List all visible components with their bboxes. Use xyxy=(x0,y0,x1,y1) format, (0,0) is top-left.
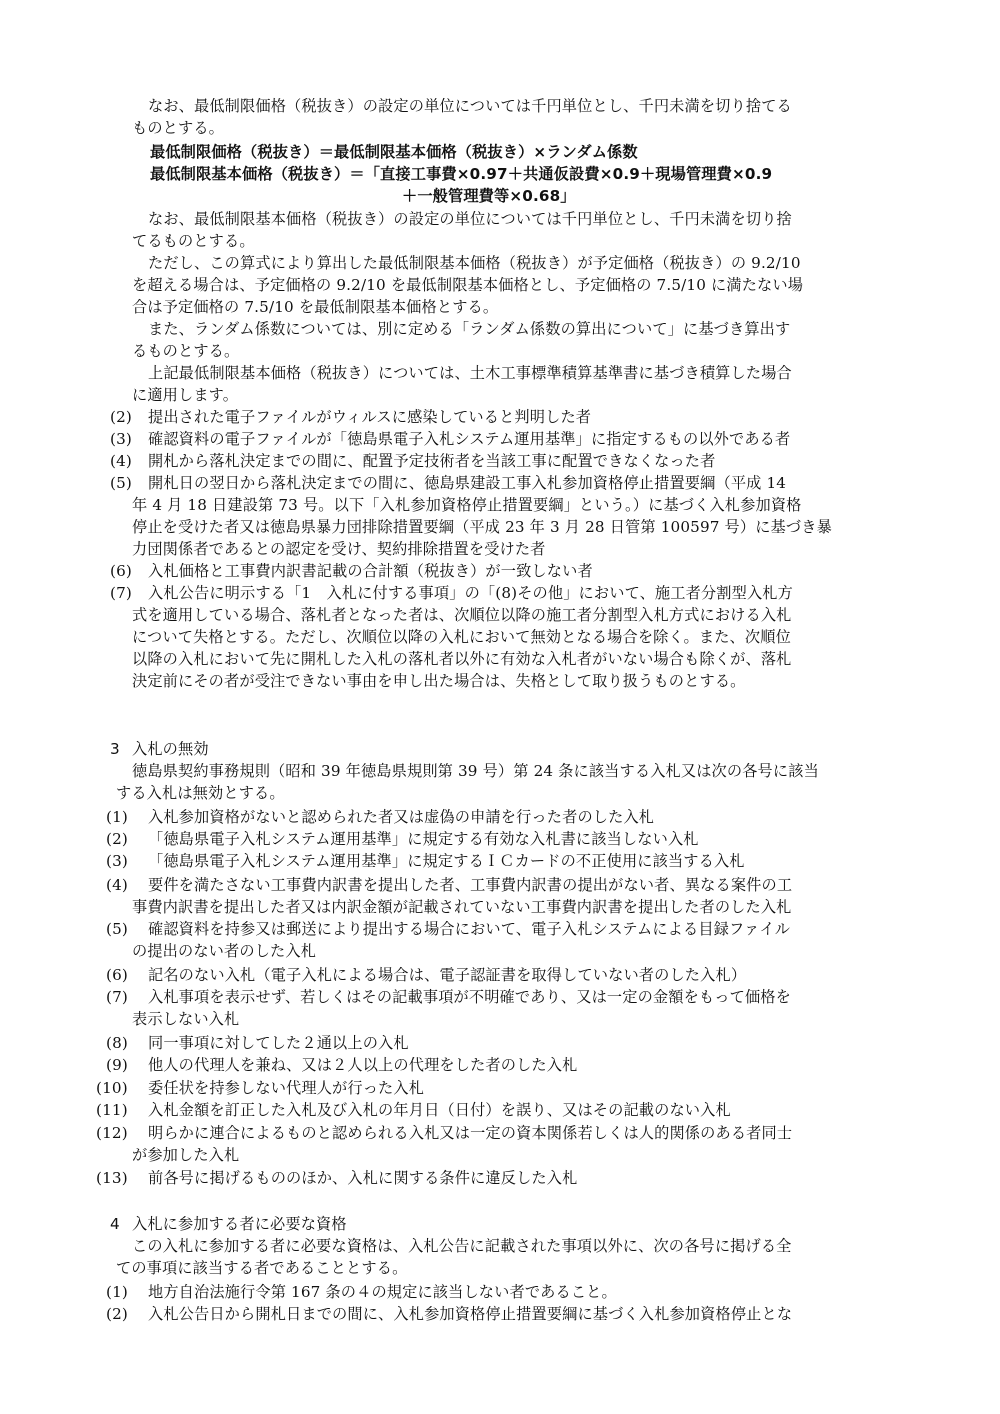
list-item: (2) 提出された電子ファイルがウィルスに感染していると判明した者 xyxy=(110,408,592,426)
list-item-line: 力団関係者であるとの認定を受け、契約排除措置を受けた者 xyxy=(132,540,546,558)
list-item: (6) 入札価格と工事費内訳書記載の合計額（税抜き）が一致しない者 xyxy=(110,562,593,580)
list-item: (7) 入札公告に明示する「1 入札に付する事項」の「(8)その他」において、施工者分割型入札方 xyxy=(110,584,793,602)
list-item-line: 式を適用している場合、落札者となった者は、次順位以降の施工者分割型入札方式における入札 xyxy=(132,606,792,624)
list-item: (12) 明らかに連合によるものと認められる入札又は一定の資本関係若しくは人的関係のある者同士 xyxy=(96,1124,793,1142)
section-heading: 4 入札に参加する者に必要な資格 xyxy=(110,1215,347,1233)
list-item: (2) 「徳島県電子入札システム運用基準」に規定する有効な入札書に該当しない入札 xyxy=(106,830,699,848)
paragraph-line: ての事項に該当する者であることとする。 xyxy=(116,1259,408,1277)
list-item: (6) 記名のない入札（電子入札による場合は、電子認証書を取得していない者のした入札） xyxy=(106,966,747,984)
list-item-line: 表示しない入札 xyxy=(132,1010,240,1028)
paragraph-line: 徳島県契約事務規則（昭和 39 年徳島県規則第 39 号）第 24 条に該当する入札又は次の各号に該当 xyxy=(132,762,819,780)
paragraph-line: ただし、この算式により算出した最低制限基本価格（税抜き）が予定価格（税抜き）の 9.2/10 xyxy=(148,254,801,272)
list-item: (5) 開札日の翌日から落札決定までの間に、徳島県建設工事入札参加資格停止措置要綱（平成 14 xyxy=(110,474,787,492)
paragraph-line: なお、最低制限基本価格（税抜き）の設定の単位については千円単位とし、千円未満を切り捨 xyxy=(148,210,792,228)
paragraph-line: に適用します。 xyxy=(132,386,239,404)
list-item: (5) 確認資料を持参又は郵送により提出する場合において、電子入札システムによる目録ファイル xyxy=(106,920,791,938)
list-item-line: 事費内訳書を提出した者又は内訳金額が記載されていない工事費内訳書を提出した者のした入札 xyxy=(132,898,792,916)
list-item-line: について失格とする。ただし、次順位以降の入札において無効となる場合を除く。また、次順位 xyxy=(132,628,791,646)
paragraph-line: また、ランダム係数については、別に定める「ランダム係数の算出について」に基づき算出す xyxy=(148,320,791,338)
list-item: (3) 確認資料の電子ファイルが「徳島県電子入札システム運用基準」に指定するもの以外である者 xyxy=(110,430,791,448)
list-item-line: 停止を受けた者又は徳島県暴力団排除措置要綱（平成 23 年 3 月 28 日管第 100597 号）に基づき暴 xyxy=(132,518,832,536)
paragraph-line: るものとする。 xyxy=(132,342,240,360)
list-item-line: が参加した入札 xyxy=(132,1146,240,1164)
list-item-line: 決定前にその者が受注できない事由を申し出た場合は、失格として取り扱うものとする。 xyxy=(132,672,746,690)
list-item: (8) 同一事項に対してした２通以上の入札 xyxy=(106,1034,409,1052)
list-item: (3) 「徳島県電子入札システム運用基準」に規定するＩＣカードの不正使用に該当する入札 xyxy=(106,852,745,870)
list-item: (11) 入札金額を訂正した入札及び入札の年月日（日付）を誤り、又はその記載のない入札 xyxy=(96,1101,731,1119)
list-item-line: 年 4 月 18 日建設第 73 号。以下「入札参加資格停止措置要綱」という。）に基づく入札参加資格 xyxy=(132,496,802,514)
list-item: (2) 入札公告日から開札日までの間に、入札参加資格停止措置要綱に基づく入札参加資格停止とな xyxy=(106,1305,793,1323)
paragraph-line: ものとする。 xyxy=(132,119,225,137)
paragraph-line: を超える場合は、予定価格の 9.2/10 を最低制限基本価格とし、予定価格の 7.5/10 に満たない場 xyxy=(132,276,804,294)
formula-line: 最低制限価格（税抜き）＝最低制限基本価格（税抜き）×ランダム係数 xyxy=(150,143,638,161)
list-item: (1) 入札参加資格がないと認められた者又は虚偽の申請を行った者のした入札 xyxy=(106,808,655,826)
paragraph-line: 上記最低制限基本価格（税抜き）については、土木工事標準積算基準書に基づき積算した場合 xyxy=(148,364,792,382)
list-item-line: 以降の入札において先に開札した入札の落札者以外に有効な入札者がいない場合も除くが、落札 xyxy=(132,650,792,668)
list-item: (4) 要件を満たさない工事費内訳書を提出した者、工事費内訳書の提出がない者、異なる案件の工 xyxy=(106,876,793,894)
paragraph-line: する入札は無効とする。 xyxy=(116,784,285,802)
paragraph-line: なお、最低制限価格（税抜き）の設定の単位については千円単位とし、千円未満を切り捨てる xyxy=(148,97,792,115)
list-item: (10) 委任状を持参しない代理人が行った入札 xyxy=(96,1079,425,1097)
list-item: (1) 地方自治法施行令第 167 条の４の規定に該当しない者であること。 xyxy=(106,1283,617,1301)
paragraph-line: この入札に参加する者に必要な資格は、入札公告に記載された事項以外に、次の各号に掲げる全 xyxy=(132,1237,792,1255)
list-item: (7) 入札事項を表示せず、若しくはその記載事項が不明確であり、又は一定の金額をもって価格を xyxy=(106,988,791,1006)
list-item-line: の提出のない者のした入札 xyxy=(132,942,317,960)
list-item: (9) 他人の代理人を兼ね、又は２人以上の代理をした者のした入札 xyxy=(106,1056,578,1074)
formula-line: 最低制限基本価格（税抜き）＝「直接工事費×0.97＋共通仮設費×0.9＋現場管理費×0.9 xyxy=(150,165,773,183)
list-item: (4) 開札から落札決定までの間に、配置予定技術者を当該工事に配置できなくなった者 xyxy=(110,452,716,470)
paragraph-line: 合は予定価格の 7.5/10 を最低制限基本価格とする。 xyxy=(132,298,499,316)
list-item: (13) 前各号に掲げるもののほか、入札に関する条件に違反した入札 xyxy=(96,1169,578,1187)
formula-line: ＋一般管理費等×0.68」 xyxy=(402,187,576,205)
section-heading: 3 入札の無効 xyxy=(110,740,209,758)
paragraph-line: てるものとする。 xyxy=(132,232,255,250)
